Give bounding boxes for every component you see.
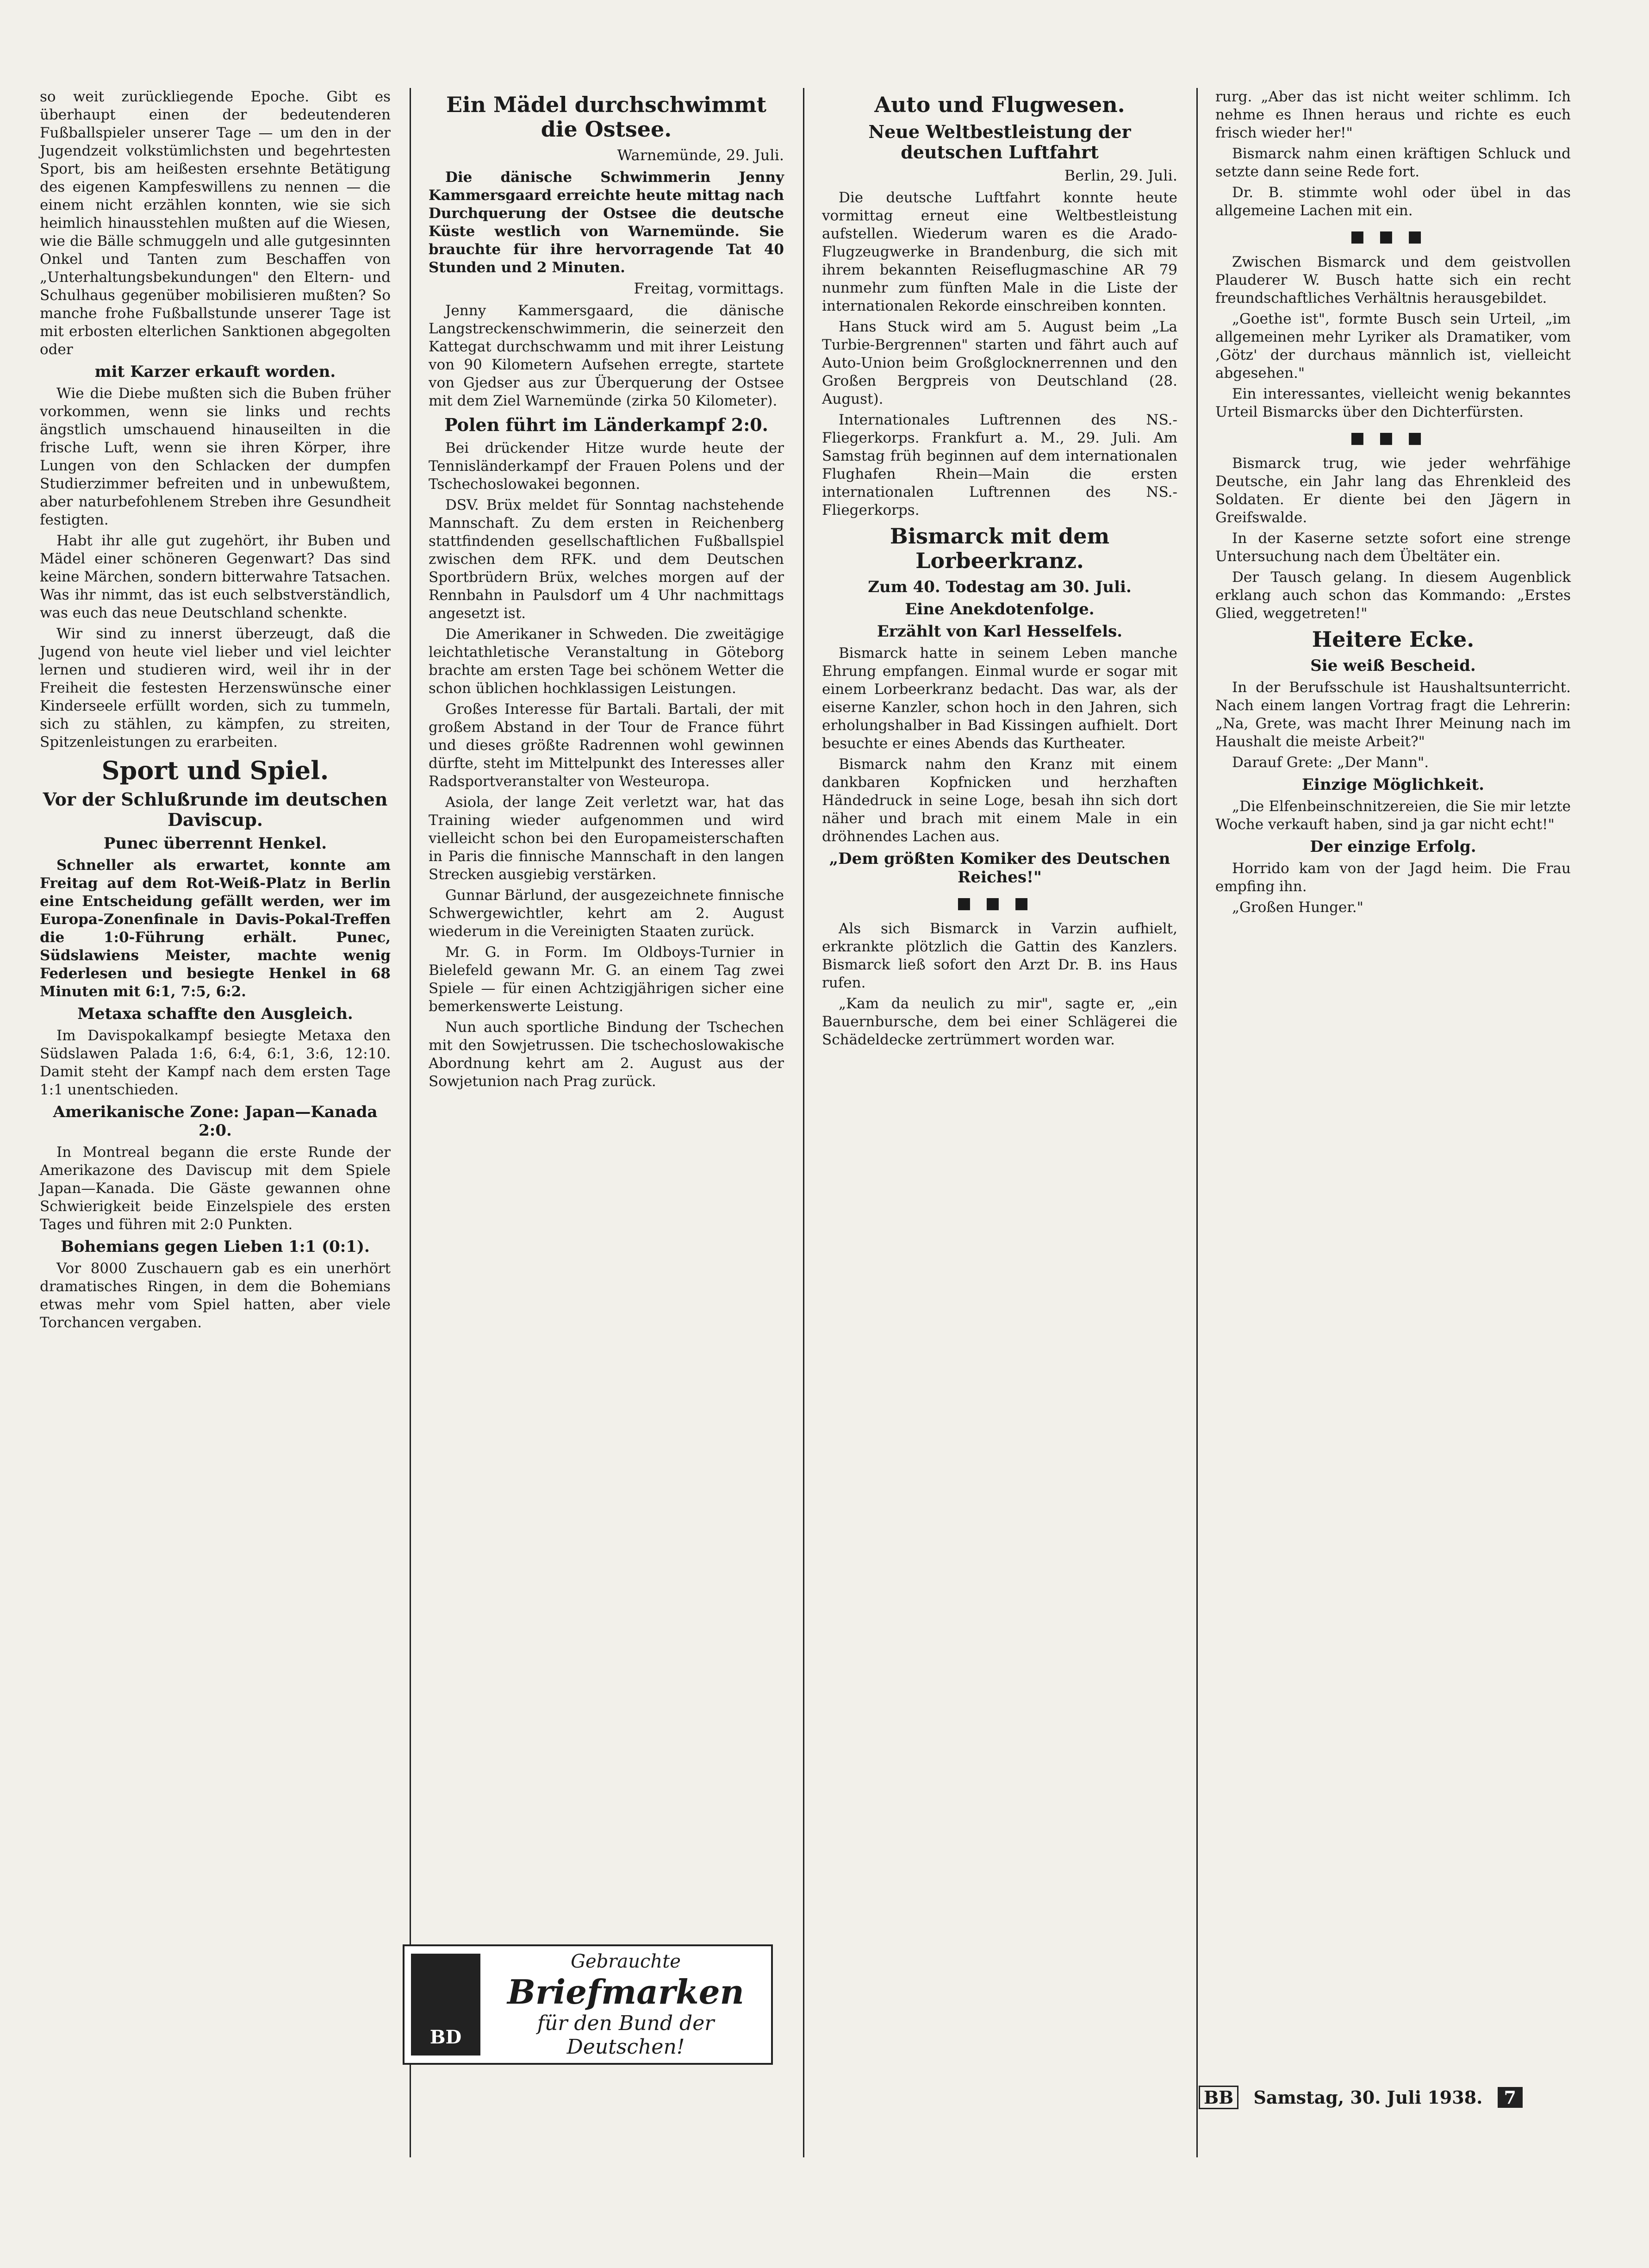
paragraph: Darauf Grete: „Der Mann". bbox=[1232, 754, 1429, 771]
section-heading: Heitere Ecke. bbox=[1312, 627, 1475, 652]
article-headline: Polen führt im Länderkampf 2:0. bbox=[444, 414, 768, 435]
paragraph: Dr. B. stimmte wohl oder übel in das allgemeine Lachen mit ein. bbox=[1215, 184, 1571, 219]
column-4 bbox=[1203, 88, 1583, 2157]
paragraph: Asiola, der lange Zeit verletzt war, hat das Training wieder aufgenommen und wird vielleicht schon bei den Europameisterschaften in Paris die finnische Mannschaft in den langen Strecken ausgiebig verstärken. bbox=[429, 794, 784, 883]
paragraph: Die deutsche Luftfahrt konnte heute vormittag erneut eine Weltbestleistung aufstellen. Wiederum waren es die Arado-Flugzeugwerke in Brandenburg, die sich mit ihrem bekannten Reiseflugmaschine AR 79 nunmehr zum fünften Male in die Liste der internationalen Rekorde einschreiben konnten. bbox=[822, 189, 1177, 315]
publisher-logo: BB bbox=[1199, 2086, 1238, 2109]
paragraph: DSV. Brüx meldet für Sonntag nachstehende Mannschaft. Zu dem ersten in Reichenberg stattfindenden gesellschaftlichen Fußballspiel zwischen dem RFK. und dem Deutschen Sportbrüdern Brüx, welches morgen auf der Rennbahn in Paulsdorf um 4 Uhr nachmittags angesetzt ist. bbox=[429, 497, 784, 622]
paragraph: „Die Elfenbeinschnitzereien, die Sie mir letzte Woche verkauft haben, sind ja gar nicht echt!" bbox=[1215, 798, 1571, 833]
dateline: Warnemünde, 29. Juli. bbox=[617, 146, 784, 164]
paragraph: Im Davispokalkampf besiegte Metaxa den Südslawen Palada 1:6, 6:4, 6:1, 3:6, 12:10. Damit steht der Kampf nach dem ersten Tage 1:1 unentschieden. bbox=[40, 1027, 391, 1099]
section-heading: Auto und Flugwesen. bbox=[874, 92, 1125, 117]
paragraph: Ein interessantes, vielleicht wenig bekanntes Urteil Bismarcks über den Dichterfürsten. bbox=[1215, 386, 1571, 420]
paragraph: Der Tausch gelang. In diesem Augenblick erklang auch schon das Kommando: „Erstes Glied, weggetreten!" bbox=[1215, 569, 1571, 622]
paragraph: so weit zurückliegende Epoche. Gibt es überhaupt einen der bedeutenderen Fußballspieler unserer Tage — um den in der Jugendzeit volkstümlichsten und begehrtesten Sport, bis am heißesten ersehnte Betätigung des eigenen Kampfeswillens zu nennen — die einem nicht erzählen konnten, wie sie sich heimlich hinausstehlen mußten auf die Wiesen, wie die Bälle schmuggeln und alle gutgesinnten Onkel und Tanten zum Beschaffen von „Unterhaltungsbekundungen" den Eltern- und Schulhaus gegenüber mobilisieren mußten? So manche frohe Fußballstunde unserer Tage ist mit erbosten elterlichen Sanktionen abgegolten oder bbox=[40, 88, 391, 358]
article-headline: Ein Mädel durchschwimmt die Ostsee. bbox=[446, 92, 766, 142]
subheading: Punec überrennt Henkel. bbox=[103, 834, 327, 853]
paragraph: Bismarck nahm den Kranz mit einem dankbaren Kopfnicken und herzhaften Händedruck in seine Loge, besah ihn sich dort näher und brach mit einem Male in ein dröhnendes Lachen aus. bbox=[822, 756, 1177, 845]
subheading: Der einzige Erfolg. bbox=[1310, 837, 1476, 856]
paragraph: Gunnar Bärlund, der ausgezeichnete finnische Schwergewichtler, kehrt am 2. August wiederum in die Vereinigten Staaten zurück. bbox=[429, 887, 784, 940]
paragraph: „Kam da neulich zu mir", sagte er, „ein Bauernbursche, dem bei einer Schlägerei die Schädeldecke zertrümmert worden war. bbox=[822, 995, 1177, 1049]
column-rule bbox=[410, 88, 411, 2157]
column-rule bbox=[1196, 88, 1198, 2157]
quote: „Dem größten Komiker des Deutschen Reiches!" bbox=[829, 850, 1170, 887]
subheading: Zum 40. Todestag am 30. Juli. bbox=[868, 578, 1132, 597]
subheading: Amerikanische Zone: Japan—Kanada 2:0. bbox=[53, 1103, 378, 1140]
paragraph: Jenny Kammersgaard, die dänische Langstreckenschwimmerin, die seinerzeit den Kattegat durchschwamm und mit ihrer Leistung von 90 Kilometern Aufsehen erregte, startete von Gjedser aus zur Überquerung der Ostsee mit dem Ziel Warnemünde (zirka 50 Kilometer). bbox=[429, 302, 784, 409]
paragraph: Die Amerikaner in Schweden. Die zweitägige leichtathletische Veranstaltung in Göteborg brachte am ersten Tage bei schönem Wetter die schon üblichen hochklassigen Leistungen. bbox=[429, 626, 784, 697]
newspaper-page bbox=[28, 88, 1571, 2236]
subheading: Metaxa schaffte den Ausgleich. bbox=[77, 1005, 353, 1024]
article-headline: Neue Weltbestleistung der deutschen Luftfahrt bbox=[868, 121, 1131, 162]
advertisement bbox=[403, 1944, 773, 2065]
paragraph: Nun auch sportliche Bindung der Tschechen mit den Sowjetrussen. Die tschechoslowakische Abordnung kehrt am 2. August aus der Sowjetunion nach Prag zurück. bbox=[429, 1019, 784, 1090]
subheading: Einzige Möglichkeit. bbox=[1301, 775, 1484, 794]
ad-logo: BD bbox=[411, 1954, 480, 2056]
paragraph: Wir sind zu innerst überzeugt, daß die Jugend von heute viel lieber und viel leichter lernen und studieren wird, weil ihr in der Freiheit die festesten Herzenswünsche einer Kinderseele erfüllt worden, sich zu tummeln, sich zu stählen, zu kämpfen, zu streiten, Spitzenleistungen zu erarbeiten. bbox=[40, 625, 391, 750]
ad-line: Gebrauchte bbox=[571, 1950, 681, 1972]
paragraph: Horrido kam von der Jagd heim. Die Frau empfing ihn. bbox=[1215, 860, 1571, 895]
paragraph: Bei drückender Hitze wurde heute der Tennisländerkampf der Frauen Polens und der Tschechoslowakei begonnen. bbox=[429, 440, 784, 493]
paragraph: In Montreal begann die erste Runde der Amerikazone des Daviscup mit dem Spiele Japan—Kanada. Die Gäste gewannen ohne Schwierigkeit beide Einzelspiele des ersten Tages und führen mit 2:0 Punkten. bbox=[40, 1144, 391, 1233]
paragraph: „Goethe ist", formte Busch sein Urteil, „im allgemeinen mehr Lyriker als Dramatiker, vom ‚Götz' der durchaus männlich ist, vielleicht abgesehen." bbox=[1215, 311, 1571, 381]
paragraph: Großes Interesse für Bartali. Bartali, der mit großem Abstand in der Tour de France führt und dieses größte Radrennen wohl gewinnen dürfte, steht im Mittelpunkt des Interesses aller Radsportveranstalter von Westeuropa. bbox=[429, 701, 784, 790]
subheading: mit Karzer erkauft worden. bbox=[94, 362, 336, 381]
dateline: Freitag, vormittags. bbox=[634, 279, 784, 297]
page-footer bbox=[1199, 2083, 1523, 2111]
paragraph: Die dänische Schwimmerin Jenny Kammersgaard erreichte heute mittag nach Durchquerung der Ostsee die deutsche Küste westlich von Warnemünde. Sie brauchte für ihre hervorragende Tat 40 Stunden und 2 Minuten. bbox=[429, 169, 784, 276]
paragraph: Internationales Luftrennen des NS.-Fliegerkorps. Frankfurt a. M., 29. Juli. Am Samstag früh beginnen auf dem internationalen Flughafen Rhein—Main die ersten internationalen Luftrennen des NS.-Fliegerkorps. bbox=[822, 412, 1177, 519]
paragraph: Schneller als erwartet, konnte am Freitag auf dem Rot-Weiß-Platz in Berlin eine Entscheidung gefällt werden, wer im Europa-Zonenfinale in Davis-Pokal-Treffen die 1:0-Führung erhält. Punec, Südslawiens Meister, machte wenig Federlesen und besiegte Henkel in 68 Minuten mit 6:1, 7:5, 6:2. bbox=[40, 857, 391, 1000]
subheading: Eine Anekdotenfolge. bbox=[905, 600, 1095, 619]
article-headline: Vor der Schlußrunde im deutschen Daviscup. bbox=[43, 789, 388, 830]
paragraph: Als sich Bismarck in Varzin aufhielt, erkrankte plötzlich die Gattin des Kanzlers. Bismarck ließ sofort den Arzt Dr. B. ins Haus rufen. bbox=[822, 920, 1177, 992]
subheading: Sie weiß Bescheid. bbox=[1310, 656, 1476, 675]
column-rule bbox=[803, 88, 804, 2157]
paragraph: Hans Stuck wird am 5. August beim „La Turbie-Bergrennen" starten und fährt auch auf Auto-Union beim Großglocknerrennen und den Großen Bergpreis von Deutschland (28. August). bbox=[822, 319, 1177, 408]
paragraph: Bismarck nahm einen kräftigen Schluck und setzte dann seine Rede fort. bbox=[1215, 145, 1571, 180]
page-number: 7 bbox=[1498, 2087, 1523, 2108]
issue-date: Samstag, 30. Juli 1938. bbox=[1253, 2087, 1483, 2108]
paragraph: In der Kaserne setzte sofort eine strenge Untersuchung nach dem Übeltäter ein. bbox=[1215, 530, 1571, 565]
separator: ■■■ bbox=[1350, 227, 1437, 246]
paragraph: Zwischen Bismarck und dem geistvollen Plauderer W. Busch hatte sich ein recht freundschaftliches Verhältnis herausgebildet. bbox=[1215, 254, 1571, 306]
column-3 bbox=[810, 88, 1189, 2157]
ad-line: Briefmarken bbox=[507, 1972, 744, 2012]
byline: Erzählt von Karl Hesselfels. bbox=[877, 622, 1123, 641]
separator: ■■■ bbox=[1350, 429, 1437, 447]
paragraph: rurg. „Aber das ist nicht weiter schlimm. Ich nehme es Ihnen heraus und richte es euch frisch wieder her!" bbox=[1215, 88, 1571, 141]
dateline: Berlin, 29. Juli. bbox=[1064, 167, 1177, 185]
paragraph: In der Berufsschule ist Haushaltsunterricht. Nach einem langen Vortrag fragt die Lehrerin: „Na, Grete, was macht Ihrer Meinung nach im Haushalt die meiste Arbeit?" bbox=[1215, 679, 1571, 750]
ad-text bbox=[480, 1951, 771, 2059]
paragraph: Mr. G. in Form. Im Oldboys-Turnier in Bielefeld gewann Mr. G. an einem Tag zwei Spiele — für einen Achtzigjährigen sicher eine bemerkenswerte Leistung. bbox=[429, 944, 784, 1015]
paragraph: Bismarck trug, wie jeder wehrfähige Deutsche, ein Jahr lang das Ehrenkleid des Soldaten. Er diente bei den Jägern in Greifswalde. bbox=[1215, 455, 1571, 526]
paragraph: Bismarck hatte in seinem Leben manche Ehrung empfangen. Einmal wurde er sogar mit einem Lorbeerkranz bedacht. Das war, als der eiserne Kanzler, schon hoch in den Jahren, sich erholungshalber in Bad Kissingen aufhielt. Dort besuchte er eines Abends das Kurtheater. bbox=[822, 645, 1177, 752]
column-1 bbox=[28, 88, 403, 2157]
paragraph: „Großen Hunger." bbox=[1232, 899, 1363, 916]
paragraph: Habt ihr alle gut zugehört, ihr Buben und Mädel einer schöneren Gegenwart? Das sind keine Märchen, sondern bitterwahre Tatsachen. Was ihr nimmt, das ist euch selbstverständlich, was euch das neue Deutschland schenkte. bbox=[40, 532, 391, 621]
separator: ■■■ bbox=[956, 894, 1043, 913]
ad-line: für den Bund der Deutschen! bbox=[537, 2011, 715, 2059]
article-headline: Bismarck mit dem Lorbeerkranz. bbox=[890, 524, 1110, 574]
section-heading: Sport und Spiel. bbox=[101, 756, 329, 785]
paragraph: Wie die Diebe mußten sich die Buben früher vorkommen, wenn sie links und rechts ängstlich umschauend hinauseilten in die frische Luft, wenn sie ihren Körper, ihre Lungen von den Schlacken der dumpfen Studierzimmer befreiten und in unbewußtem, aber naturbefohlenem Streben ihre Gesundheit festigten. bbox=[40, 385, 391, 528]
subheading: Bohemians gegen Lieben 1:1 (0:1). bbox=[61, 1237, 370, 1256]
column-2 bbox=[417, 88, 796, 2157]
paragraph: Vor 8000 Zuschauern gab es ein unerhört dramatisches Ringen, in dem die Bohemians etwas mehr vom Spiel hatten, aber viele Torchancen vergaben. bbox=[40, 1260, 391, 1331]
